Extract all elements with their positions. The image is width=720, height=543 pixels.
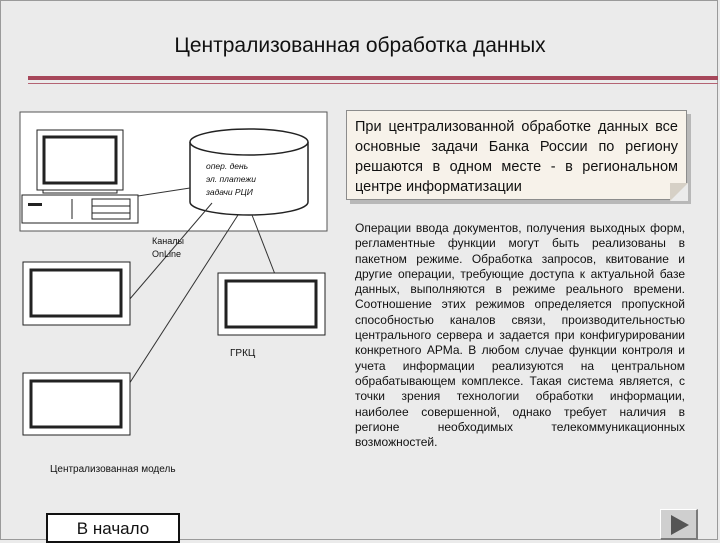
info-callout-box [346,110,687,200]
db-label-1: опер. день [206,161,249,171]
database-cylinder-icon [190,129,308,215]
next-slide-button[interactable] [660,509,698,540]
grkc-label: ГРКЦ [230,348,256,359]
online-label: OnLine [152,249,182,259]
info-callout-text: При централизованной обработке данных все основные задачи Банка России по региону решаются в одном месте - в региональном центре информатизации [355,119,678,195]
slide-title: Централизованная обработка данных [174,34,546,57]
db-label-3: задачи РЦИ [206,187,253,197]
play-triangle-icon [671,515,689,535]
grkc-monitor-icon [218,273,325,335]
terminal-monitor-icon [23,262,130,325]
home-button[interactable]: В начало [46,513,180,543]
diagram-caption: Централизованная модель [50,464,176,475]
db-label-2: эл. платежи [206,174,256,184]
channels-label: Каналы [152,236,184,246]
description-text: Операции ввода документов, получения выходных форм, регламентные функции могут быть реализованы в пакетном режиме. Обработка запросов, квитование и другие операции, требующие доступа к актуальной базе данных, выполняются в режиме реального времени. Соотношение этих режимов определяется пропускной способностью каналов связи, производительностью центрального сервера и задается при конфигурировании конкретного АРМа. В любом случае функции контроля и учета информации реализуются на центральном обрабатывающем комплексе. Такая система является, с точки зрения технологии обработки информации, наиболее совершенной, однако требует наличия в регионе необходимых телекоммуникационных возможностей. [355,221,685,450]
server-computer-icon [22,130,138,223]
terminal-monitor-icon [23,373,130,435]
info-callout-fold [670,183,688,201]
